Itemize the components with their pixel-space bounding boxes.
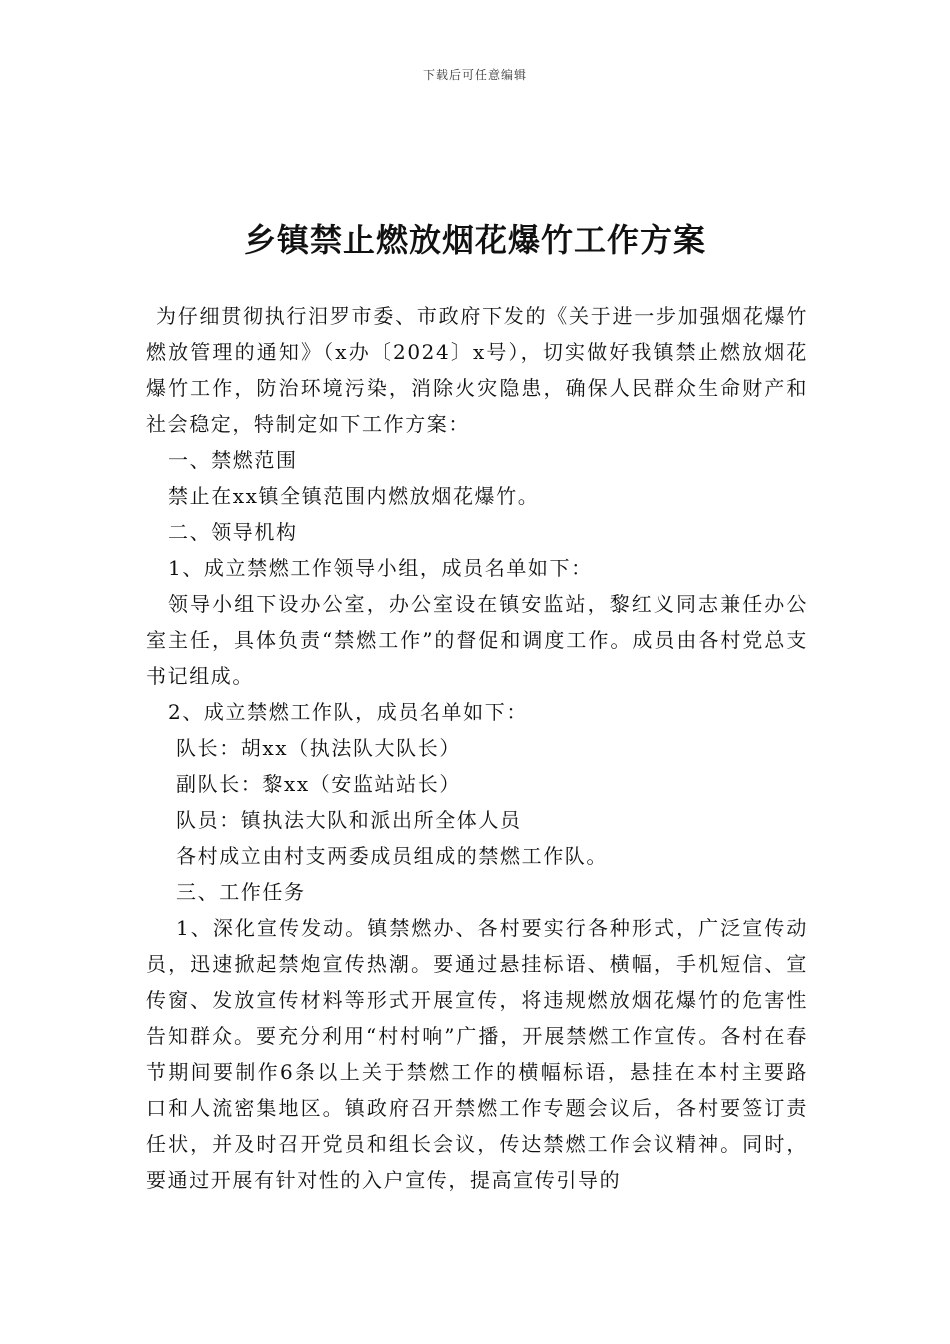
document-title: 乡镇禁止燃放烟花爆竹工作方案 (243, 221, 706, 259)
paragraph-office: 领导小组下设办公室，办公室设在镇安监站，黎红义同志兼任办公室主任，具体负责“禁燃工作”的督促和调度工作。成员由各村党总支书记组成。 (146, 592, 808, 688)
paragraph-captain: 队长：胡xx（执法队大队长） (176, 736, 461, 760)
section-heading-1: 一、禁燃范围 (168, 448, 298, 472)
paragraph-item-1: 1、成立禁燃工作领导小组，成员名单如下： (168, 556, 593, 580)
section-heading-3: 三、工作任务 (176, 880, 306, 904)
paragraph-village-teams: 各村成立由村支两委成员组成的禁燃工作队。 (176, 844, 608, 868)
paragraph-members: 队员：镇执法大队和派出所全体人员 (176, 808, 522, 832)
paragraph-vice-captain: 副队长：黎xx（安监站站长） (176, 772, 461, 796)
paragraph-intro: 为仔细贯彻执行汨罗市委、市政府下发的《关于进一步加强烟花爆竹燃放管理的通知》（x办〔2024〕x号），切实做好我镇禁止燃放烟花爆竹工作，防治环境污染，消除火灾隐患，确保人民群众生命财产和社会稳定，特制定如下工作方案： (146, 304, 808, 436)
paragraph-task-1: 1、深化宣传发动。镇禁燃办、各村要实行各种形式，广泛宣传动员，迅速掀起禁炮宣传热潮。要通过悬挂标语、横幅，手机短信、宣传窗、发放宣传材料等形式开展宣传，将违规燃放烟花爆竹的危害性告知群众。要充分利用“村村响”广播，开展禁燃工作宣传。各村在春节期间要制作6条以上关于禁燃工作的横幅标语，悬挂在本村主要路口和人流密集地区。镇政府召开禁燃工作专题会议后，各村要签订责任状，并及时召开党员和组长会议，传达禁燃工作会议精神。同时，要通过开展有针对性的入户宣传，提高宣传引导的 (146, 916, 808, 1192)
section-heading-2: 二、领导机构 (168, 520, 298, 544)
paragraph-scope: 禁止在xx镇全镇范围内燃放烟花爆竹。 (168, 484, 540, 508)
header-note: 下载后可任意编辑 (422, 68, 527, 82)
document-body (146, 298, 808, 1198)
paragraph-item-2: 2、成立禁燃工作队，成员名单如下： (168, 700, 528, 724)
